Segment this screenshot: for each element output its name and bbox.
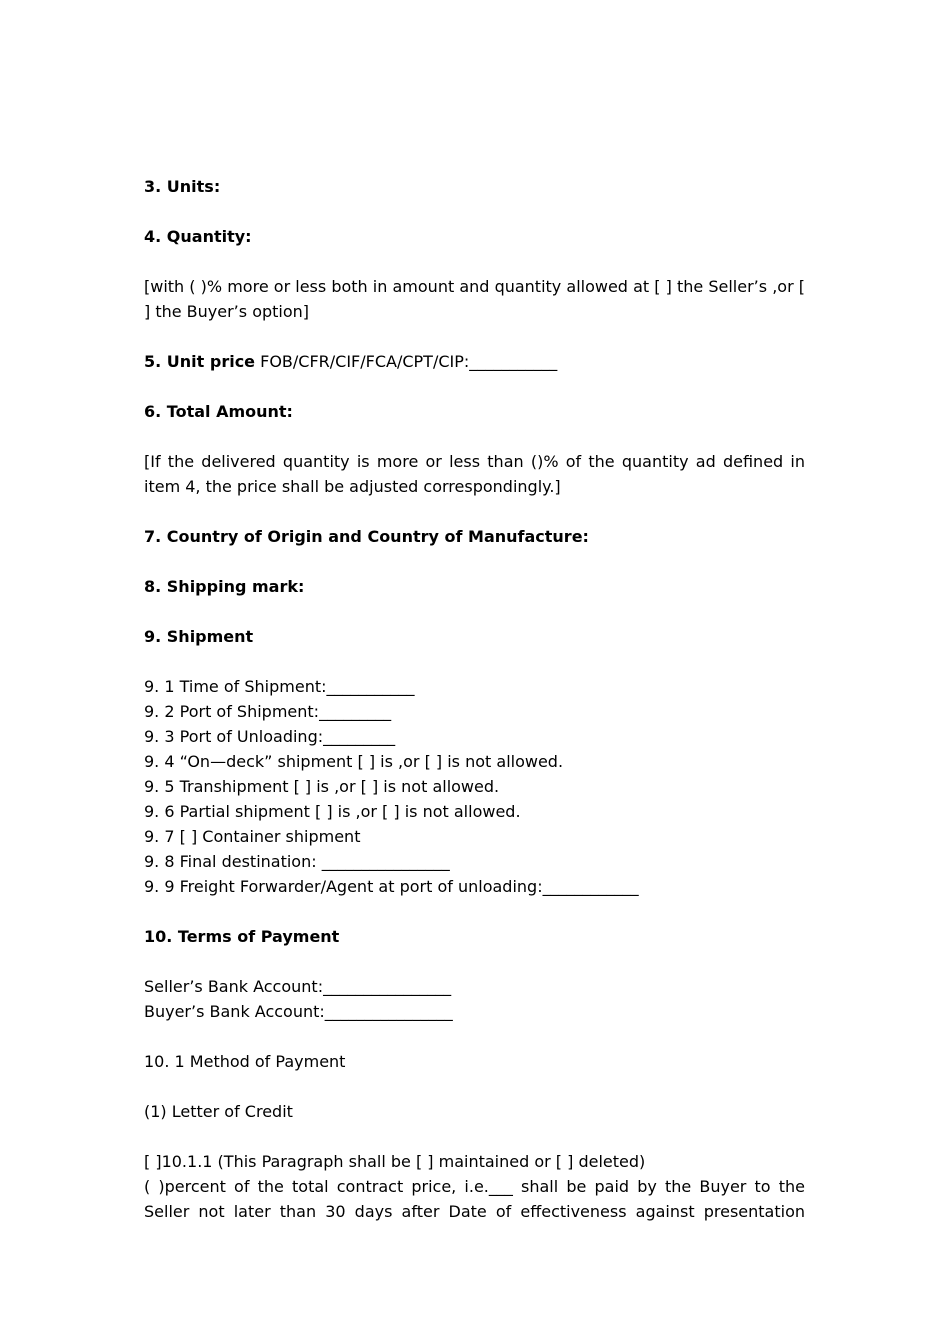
spacer bbox=[144, 424, 805, 449]
shipping-mark-heading: 8. Shipping mark: bbox=[144, 577, 305, 596]
spacer bbox=[144, 199, 805, 224]
spacer bbox=[144, 1124, 805, 1149]
shipment-item-unloading: 9. 3 Port of Unloading:_________ bbox=[144, 727, 396, 746]
shipment-item-on-deck: 9. 4 “On—deck” shipment [ ] is ,or [ ] is not allowed. bbox=[144, 752, 564, 771]
units-heading: 3. Units: bbox=[144, 177, 221, 196]
quantity-note: [with ( )% more or less both in amount and quantity allowed at [ ] the Seller’s ,or [ ] the Buyer’s option] bbox=[144, 277, 805, 321]
shipment-item-port: 9. 2 Port of Shipment:_________ bbox=[144, 702, 392, 721]
shipment-heading: 9. Shipment bbox=[144, 627, 254, 646]
shipment-item-destination: 9. 8 Final destination: ________________ bbox=[144, 852, 450, 871]
method-of-payment-heading: 10. 1 Method of Payment bbox=[144, 1052, 346, 1071]
shipment-item-container: 9. 7 [ ] Container shipment bbox=[144, 827, 361, 846]
document-page bbox=[144, 174, 805, 1224]
shipment-item-time: 9. 1 Time of Shipment:___________ bbox=[144, 677, 415, 696]
paragraph-10-1-1: [ ]10.1.1 (This Paragraph shall be [ ] maintained or [ ] deleted) bbox=[144, 1152, 646, 1171]
spacer bbox=[144, 1024, 805, 1049]
buyer-bank-account: Buyer’s Bank Account:________________ bbox=[144, 1002, 453, 1021]
spacer bbox=[144, 324, 805, 349]
origin-heading: 7. Country of Origin and Country of Manufacture: bbox=[144, 527, 589, 546]
percent-text-line-2: Seller not later than 30 days after Date of effectiveness against presentation bbox=[144, 1202, 805, 1221]
shipment-item-partial: 9. 6 Partial shipment [ ] is ,or [ ] is not allowed. bbox=[144, 802, 521, 821]
shipment-item-forwarder: 9. 9 Freight Forwarder/Agent at port of unloading:____________ bbox=[144, 877, 639, 896]
total-amount-heading: 6. Total Amount: bbox=[144, 402, 293, 421]
quantity-heading: 4. Quantity: bbox=[144, 227, 252, 246]
letter-of-credit-heading: (1) Letter of Credit bbox=[144, 1102, 293, 1121]
shipment-item-transhipment: 9. 5 Transhipment [ ] is ,or [ ] is not allowed. bbox=[144, 777, 500, 796]
spacer bbox=[144, 374, 805, 399]
spacer bbox=[144, 949, 805, 974]
unit-price-line bbox=[144, 349, 805, 374]
spacer bbox=[144, 649, 805, 674]
total-amount-note: [If the delivered quantity is more or less than ()% of the quantity ad defined in item 4, the price shall be adjusted correspondingly.] bbox=[144, 452, 805, 496]
spacer bbox=[144, 599, 805, 624]
percent-text-line-1: ( )percent of the total contract price, i.e.___ shall be paid by the Buyer to the bbox=[144, 1177, 805, 1196]
payment-heading: 10. Terms of Payment bbox=[144, 927, 340, 946]
spacer bbox=[144, 549, 805, 574]
spacer bbox=[144, 499, 805, 524]
unit-price-terms: FOB/CFR/CIF/FCA/CPT/CIP:___________ bbox=[255, 352, 558, 371]
spacer bbox=[144, 1074, 805, 1099]
spacer bbox=[144, 249, 805, 274]
seller-bank-account: Seller’s Bank Account:________________ bbox=[144, 977, 452, 996]
spacer bbox=[144, 899, 805, 924]
unit-price-label: 5. Unit price bbox=[144, 352, 256, 371]
